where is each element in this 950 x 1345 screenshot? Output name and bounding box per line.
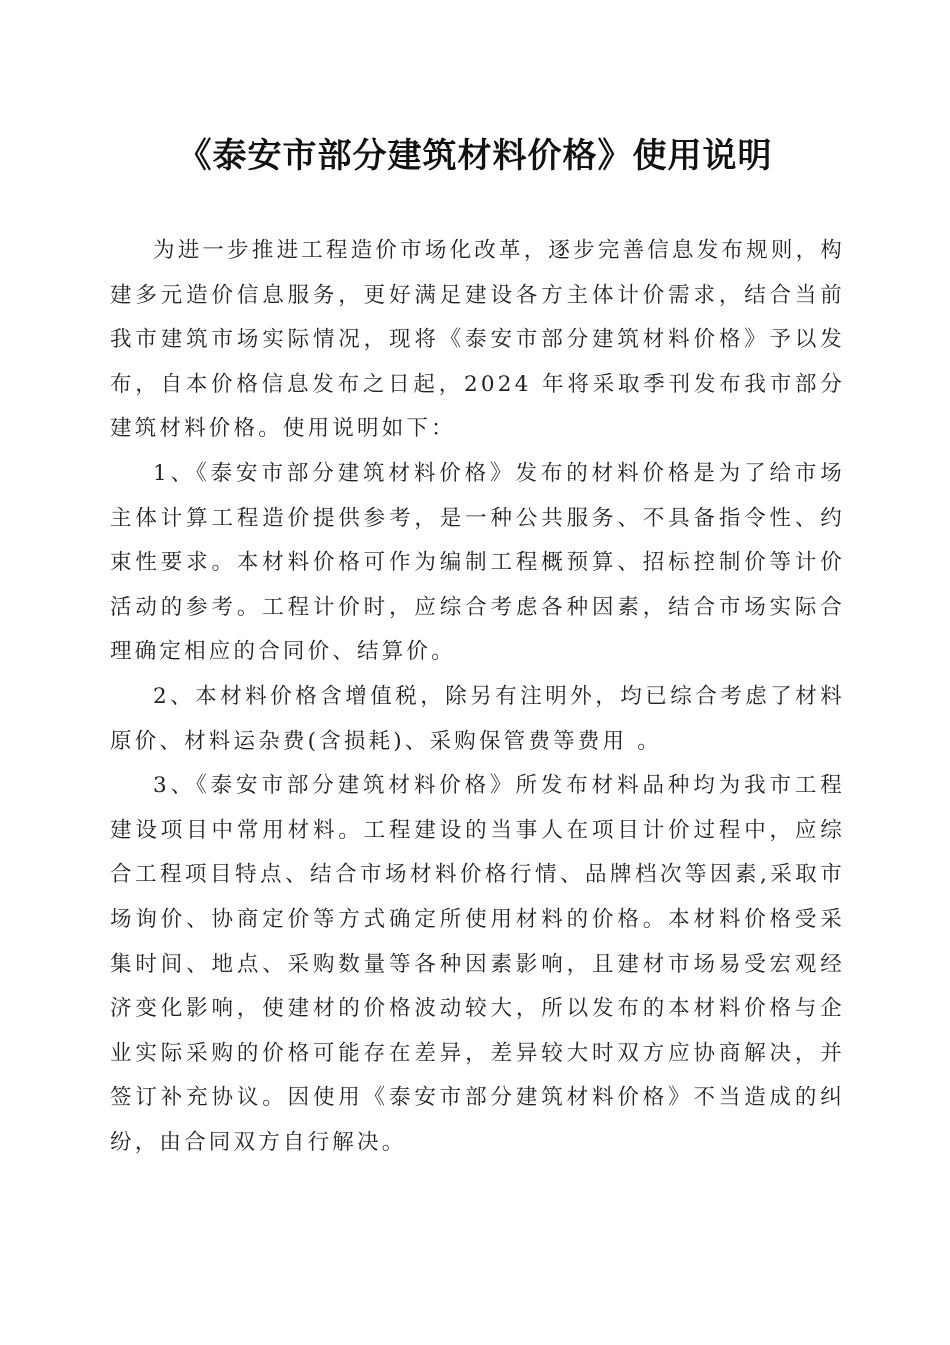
item-3-paragraph: 3、《泰安市部分建筑材料价格》所发布材料品种均为我市工程建设项目中常用材料。工程建设的当事人在项目计价过程中，应综合工程项目特点、结合市场材料价格行情、品牌档次等因素,采取市场询价、协商定价等方式确定所使用材料的价格。本材料价格受采集时间、地点、采购数量等各种因素影响，且建材市场易受宏观经济变化影响，使建材的价格波动较大，所以发布的本材料价格与企业实际采购的价格可能存在差异，差异较大时双方应协商解决，并签订补充协议。因使用《泰安市部分建筑材料价格》不当造成的纠纷，由合同双方自行解决。 (110, 773, 845, 1155)
item-2-paragraph: 2、本材料价格含增值税，除另有注明外，均已综合考虑了材料原价、材料运杂费(含损耗)、采购保管费等费用 。 (110, 683, 845, 754)
document-title: 《泰安市部分建筑材料价格》使用说明 (177, 136, 773, 176)
item-1-paragraph: 1、《泰安市部分建筑材料价格》发布的材料价格是为了给市场主体计算工程造价提供参考，是一种公共服务、不具备指令性、约束性要求。本材料价格可作为编制工程概预算、招标控制价等计价活动的参考。工程计价时，应综合考虑各种因素，结合市场实际合理确定相应的合同价、结算价。 (110, 460, 845, 665)
document-body (110, 229, 845, 1165)
intro-paragraph: 为进一步推进工程造价市场化改革，逐步完善信息发布规则，构建多元造价信息服务，更好满足建设各方主体计价需求，结合当前我市建筑市场实际情况，现将《泰安市部分建筑材料价格》予以发布，自本价格信息发布之日起，2024 年将采取季刊发布我市部分建筑材料价格。使用说明如下： (110, 238, 845, 442)
